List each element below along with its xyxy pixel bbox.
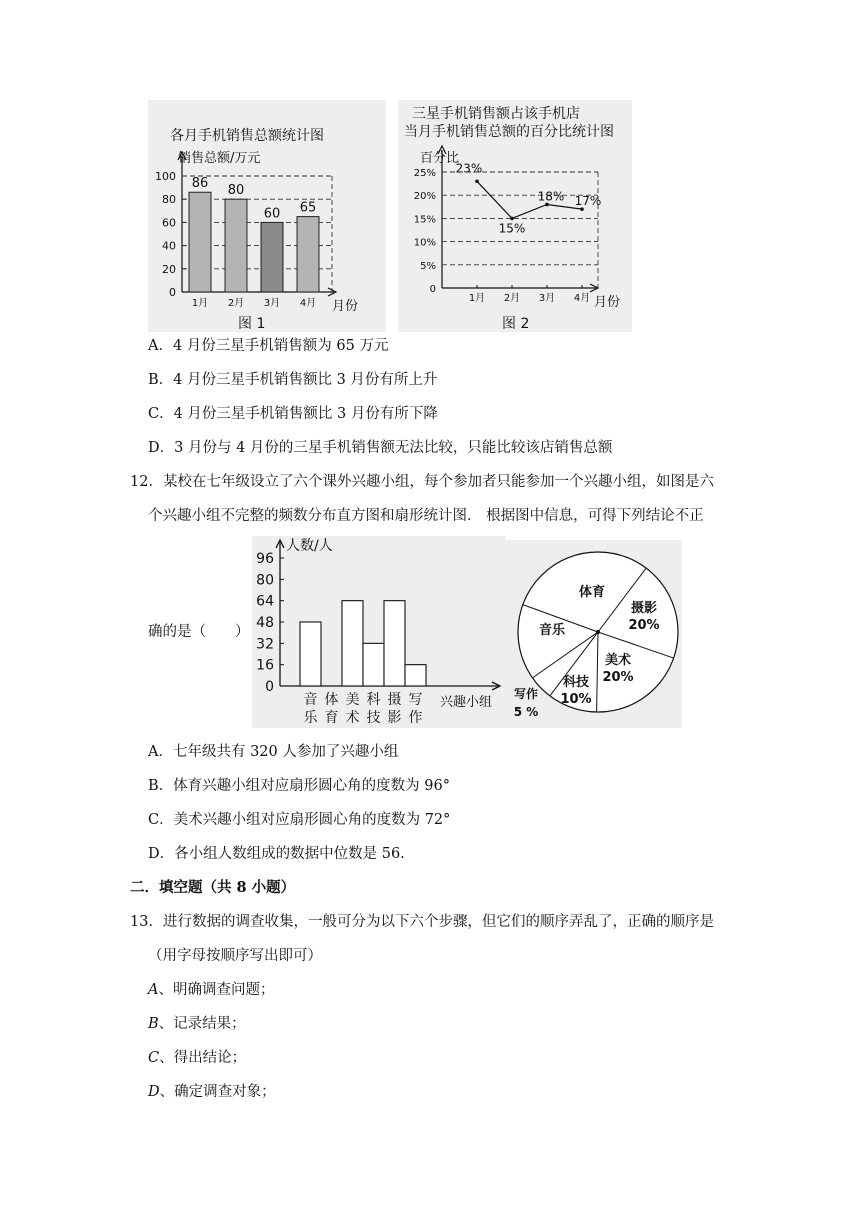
q12-pie-panel [506,540,682,728]
pie-slice-label: 美术 [604,653,632,668]
fig2-ylabel: 百分比 [420,151,460,166]
q13-step-a [148,980,274,1000]
hist-bar [405,665,426,686]
fig1-title: 各月手机销售总额统计图 [170,128,324,144]
q12-stem-line1: 12．某校在七年级设立了六个课外兴趣小组，每个参加者只能参加一个兴趣小组，如图是六 [130,474,714,490]
hist-y-tick-label: 96 [256,551,274,567]
q11-option-a: A．4 月份三星手机销售额为 65 万元 [148,338,389,354]
fig1-bar-value: 86 [191,176,209,192]
fig2-point-label: 17% [574,194,602,209]
fig2-point [510,217,514,221]
pie-slice-percent: 10% [560,692,592,707]
q13-step-letter: B [148,1016,159,1032]
fig2-point [475,179,479,183]
q11-option-b: B．4 月份三星手机销售额比 3 月份有所上升 [148,372,438,388]
fig1-bar-value: 65 [299,200,317,216]
pie-slice-percent: 20% [602,670,634,685]
fig2-series-line [477,181,582,218]
q12-option-b: B．体育兴趣小组对应扇形圆心角的度数为 96° [148,778,450,794]
fig1-y-tick-label: 80 [162,193,176,207]
figure-1-panel [148,100,386,332]
hist-bar [384,601,405,686]
fig1-x-tick-label: 4月 [299,298,317,309]
fig2-y-tick-label: 15% [413,214,436,226]
fig2-point-label: 18% [537,189,565,204]
fig2-y-tick-label: 10% [413,237,436,249]
section-2-heading: 二．填空题（共 8 小题） [130,879,296,896]
fig2-y-tick-label: 25% [413,168,436,179]
hist-x-tick-label-bottom: 影 [387,710,402,726]
fig1-caption: 图 1 [238,316,266,332]
hist-x-tick-label-top: 体 [324,692,339,708]
q12-option-d: D．各小组人数组成的数据中位数是 56. [148,846,405,862]
q12-histogram [252,536,506,728]
q12-pie-chart [506,540,682,728]
fig2-y-tick-label: 5% [420,260,436,272]
hist-y-tick-label: 0 [265,679,274,695]
hist-y-tick-label: 48 [256,615,274,631]
hist-xlabel: 兴趣小组 [440,695,493,710]
q13-stem-line1: 13．进行数据的调查收集，一般可分为以下六个步骤，但它们的顺序弄乱了，正确的顺序是 [130,914,714,930]
figure-2-line-chart [398,100,632,332]
fig1-y-tick-label: 0 [169,286,176,299]
hist-x-tick-label-bottom: 技 [366,710,381,726]
fig2-point-label: 15% [498,221,526,236]
q13-stem-line2: （用字母按顺序写出即可） [148,948,322,964]
hist-x-tick-label-top: 摄 [387,692,402,708]
pie-center [596,630,600,634]
hist-x-tick-label-top: 科 [366,692,381,708]
hist-bar [300,622,321,686]
pie-slice-label: 写作 [513,687,539,701]
q11-option-c: C．4 月份三星手机销售额比 3 月份有所下降 [148,406,438,422]
fig1-x-tick-label: 1月 [191,298,209,309]
fig1-xlabel: 月份 [332,299,359,314]
fig1-bar-value: 80 [227,183,245,199]
fig1-ylabel: 销售总额/万元 [178,151,261,166]
hist-bar [342,601,363,686]
fig1-bar-value: 60 [263,206,281,222]
q13-step-text: 、记录结果； [158,1016,246,1032]
fig2-y-tick-label: 20% [413,191,436,203]
fig2-x-tick-label: 2月 [503,293,521,304]
q13-step-letter: D [148,1084,160,1100]
q13-step-text: 、确定调查对象； [159,1084,276,1100]
hist-x-tick-label-top: 写 [408,692,423,708]
fig1-bar [297,217,319,292]
hist-bar [363,643,384,686]
fig2-x-tick-label: 3月 [538,293,556,304]
fig1-y-tick-label: 40 [162,239,176,253]
fig1-x-tick-label: 3月 [263,298,281,309]
q13-step-b [148,1014,246,1034]
hist-x-tick-label-bottom: 作 [408,710,423,726]
q12-histogram-panel [252,536,506,728]
q12-option-c: C．美术兴趣小组对应扇形圆心角的度数为 72° [148,812,451,828]
q11-option-d: D．3 月份与 4 月份的三星手机销售额无法比较，只能比较该店销售总额 [148,440,613,456]
pie-slice-label: 体育 [578,585,606,600]
pie-slice-percent: 20% [628,618,660,633]
fig1-y-tick-label: 60 [162,216,176,230]
hist-x-tick-label-bottom: 术 [345,710,360,726]
fig2-xlabel: 月份 [594,295,621,310]
hist-x-tick-label-top: 音 [303,692,318,708]
pie-slice-label: 科技 [562,675,590,690]
pie-slice-label: 音乐 [538,623,566,638]
hist-x-tick-label-top: 美 [345,692,360,708]
fig1-bar [261,222,283,292]
q13-step-c [148,1048,246,1068]
hist-y-tick-label: 80 [256,572,274,589]
q12-option-a: A．七年级共有 320 人参加了兴趣小组 [148,744,399,760]
hist-y-tick-label: 16 [256,657,274,674]
fig2-y-tick-label: 0 [429,284,436,295]
hist-y-tick-label: 64 [256,593,274,610]
hist-x-tick-label-bottom: 乐 [303,710,318,726]
fig2-x-tick-label: 4月 [573,293,591,304]
fig1-bar [189,192,211,292]
fig2-title-line1: 三星手机销售额占该手机店 [412,106,580,122]
fig2-caption: 图 2 [502,316,530,332]
figure-1-bar-chart [148,100,386,332]
q12-stem-line2: 个兴趣小组不完整的频数分布直方图和扇形统计图． 根据图中信息，可得下列结论不正 [148,508,704,524]
hist-x-tick-label-bottom: 育 [324,710,339,726]
q13-step-text: 、明确调查问题； [158,982,275,998]
fig2-x-tick-label: 1月 [468,293,486,304]
fig2-point-label: 23% [455,161,483,176]
fig1-y-tick-label: 100 [155,170,176,183]
figure-2-panel [398,100,632,332]
q13-step-letter: C [148,1050,160,1066]
fig1-bar [225,199,247,292]
fig2-title-line2: 当月手机销售总额的百分比统计图 [404,124,614,140]
pie-slice-percent: 5 % [513,705,539,719]
q13-step-letter: A [148,982,159,998]
q12-stem-line3: 确的是（ ） [148,624,250,640]
fig1-y-tick-label: 20 [162,262,176,276]
q13-step-d [148,1082,276,1102]
hist-ylabel: 人数/人 [286,538,333,554]
pie-slice-label: 摄影 [630,601,658,616]
hist-y-tick-label: 32 [256,636,274,653]
q13-step-text: 、得出结论； [159,1050,247,1066]
fig1-x-tick-label: 2月 [227,298,245,309]
